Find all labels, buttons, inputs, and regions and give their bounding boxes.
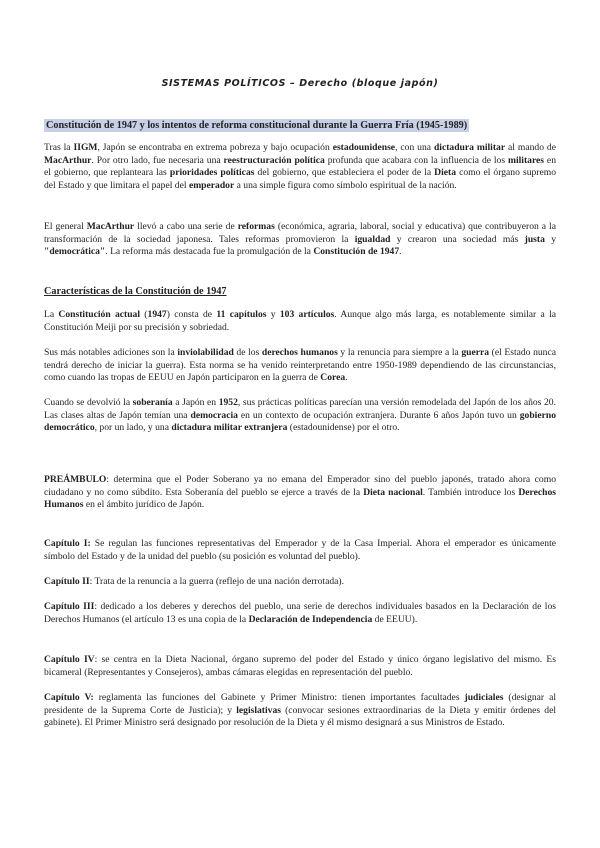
paragraph-postwar-context: Tras la IIGM, Japón se encontraba en extrema pobreza y bajo ocupación estadounidense, con una dictadura militar al mando de MacArthur. Por otro lado, fue necesaria una reestructuración política profunda que acabara con la influencia de los militares en el gobierno, que replanteara las prioridades políticas del gobierno, que estableciera el poder de la Dieta como el órgano supremo del Estado y que limitara el papel del emperador a una simple figura como símbolo espiritual de la nación.: [44, 142, 556, 191]
paragraph-notable-additions: Sus más notables adiciones son la inviolabilidad de los derechos humanos y la renuncia para siempre a la guerra (el Estado nunca tendrá derecho de iniciar la guerra). Esta norma se ha venido reinterpretando entre 1950-1989 dependiendo de las circunstancias, como cuando las tropas de EEUU en Japón participaron en la guerra de Corea.: [44, 347, 556, 384]
paragraph-preamble: PREÁMBULO: determina que el Poder Soberano ya no emana del Emperador sino del pueblo japonés, tratado ahora como ciudadano y no como súbdito. Esta Soberanía del pueblo se ejerce a través de la Dieta nacional. También introduce los Derechos Humanos en el ámbito jurídico de Japón.: [44, 474, 556, 511]
paragraph-chapter-4: Capítulo IV: se centra en la Dieta Nacional, órgano supremo del poder del Estado y único órgano legislativo del mismo. Es bicameral (Representantes y Consejeros), ambas cámaras elegidas en representación del pueblo.: [44, 654, 556, 678]
paragraph-chapter-5: Capítulo V: reglamenta las funciones del Gabinete y Primer Ministro: tienen importantes facultades judiciales (designar al presidente de la Suprema Corte de Justicia); y legislativas (convocar sesiones extraordinarias de la Dieta y emitir órdenes del gabinete). El Primer Ministro será designado por resolución de la Dieta y él mismo designará a sus Ministros de Estado.: [44, 692, 557, 729]
paragraph-chapter-2: Capítulo II: Trata de la renuncia a la guerra (reflejo de una nación derrotada).: [44, 576, 344, 587]
paragraph-current-constitution: La Constitución actual (1947) consta de 11 capítulos y 103 artículos. Aunque algo más larga, es notablemente similar a la Constitución Meiji por su precisión y sobriedad.: [44, 309, 557, 333]
paragraph-sovereignty-1952: Cuando se devolvió la soberanía a Japón en 1952, sus prácticas políticas parecían una versión remodelada del Japón de los años 20. Las clases altas de Japón temían una democracia en un contexto de ocupación extranjera. Durante 6 años Japón tuvo un gobierno democrático, por un lado, y una dictadura militar extranjera (estadounidense) por el otro.: [44, 397, 556, 434]
paragraph-macarthur-reforms: El general MacArthur llevó a cabo una serie de reformas (económica, agraria, laboral, social y educativa) que contribuyeron a la transformación de la sociedad japonesa. Tales reformas promovieron la igualdad y crearon una sociedad más justa y "democrática". La reforma más destacada fue la promulgación de la Constitución de 1947.: [44, 221, 556, 258]
section-heading-constitution-1947: Constitución de 1947 y los intentos de reforma constitucional durante la Guerra Fría (1945-1989): [46, 120, 468, 131]
page-title: SISTEMAS POLÍTICOS – Derecho (bloque japón): [161, 78, 439, 89]
paragraph-chapter-3: Capítulo III: dedicado a los deberes y derechos del pueblo, una serie de derechos individuales basados en la Declaración de los Derechos Humanos (el artículo 13 es una copia de la Declaración de Independencia de EEUU).: [44, 601, 556, 625]
paragraph-chapter-1: Capítulo I: Se regulan las funciones representativas del Emperador y de la Casa Imperial. Ahora el emperador es únicamente símbolo del Estado y de la unidad del pueblo (su posición es voluntad del pueblo).: [44, 538, 556, 562]
section-heading-characteristics: Características de la Constitución de 1947: [44, 286, 227, 297]
